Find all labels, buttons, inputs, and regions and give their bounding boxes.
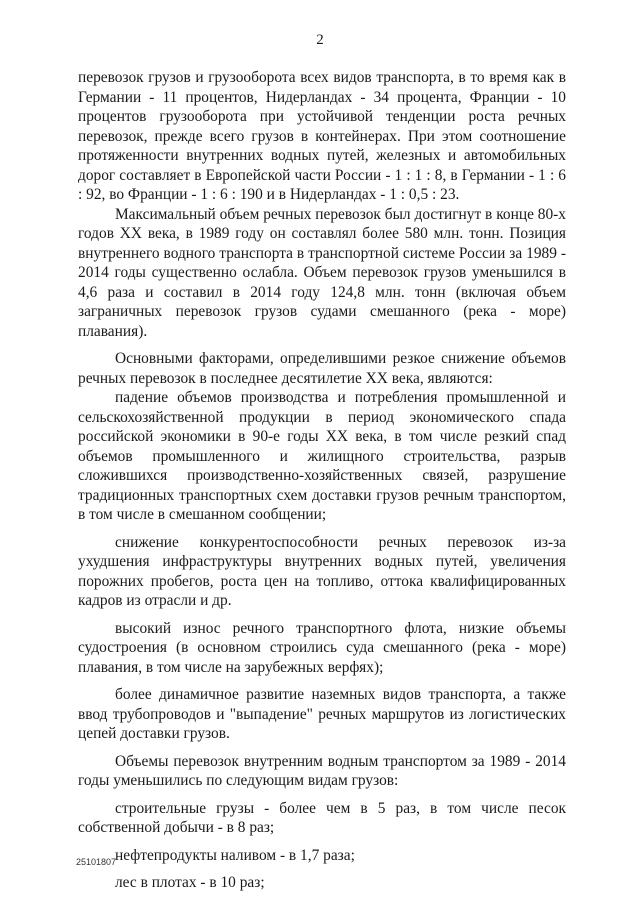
list-item-competitiveness: снижение конкурентоспособности речных перевозок из-за ухудшения инфраструктуры внутренних водных путей, увеличения порожних пробегов, роста цен на топливо, оттока квалифицированных кадров из отрасли и др. <box>78 533 566 609</box>
paragraph-continuation: перевозок грузов и грузооборота всех видов транспорта, в то время как в Германии - 11 процентов, Нидерландах - 34 процента, Франции - 10 процентов грузооборота при устойчивой тенденции роста речных перевозок, прежде всего грузов в контейнерах. При этом соотношение протяженности внутренних водных путей, железных и автомобильных дорог составляет в Европейской части России - 1 : 1 : 8, в Германии - 1 : 6 : 92, во Франции - 1 : 6 : 190 и в Нидерландах - 1 : 0,5 : 23. <box>78 69 566 203</box>
page-number: 2 <box>316 32 324 48</box>
paragraph-max-volume: Максимальный объем речных перевозок был достигнут в конце 80-х годов XX века, в 1989 году он составлял более 580 млн. тонн. Позиция внутреннего водного транспорта в транспортной системе России за 1989 - 2014 годы существенно ослабла. Объем перевозок грузов уменьшился в 4,6 раза и составил в 2014 году 124,8 млн. тонн (включая объем заграничных перевозок грузов судами смешанного (река - море) плавания). <box>78 205 566 340</box>
list-item-ground-transport: более динамичное развитие наземных видов транспорта, а также ввод трубопроводов и "выпадение" речных маршрутов из логистических цепей доставки грузов. <box>78 686 566 742</box>
list-item-production-decline: падение объемов производства и потребления промышленной и сельскохозяйственной продукции в период экономического спада российской экономики в 90-е годы XX века, в том числе резкий спад объемов промышленного и жилищного строительства, разрыв сложившихся производственно-хозяйственных связей, разрушение традиционных транспортных схем доставки грузов речным транспортом, в том числе в смешанном сообщении; <box>78 389 566 523</box>
list-item-timber-rafts: лес в плотах - в 10 раз; <box>115 874 265 891</box>
paragraph-factors-intro: Основными факторами, определившими резкое снижение объемов речных перевозок в последнее десятилетие XX века, являются: <box>78 350 566 387</box>
body-text <box>78 68 566 893</box>
list-item-fleet-wear: высокий износ речного транспортного флота, низкие объемы судостроения (в основном строились суда смешанного (река - море) плавания, в том числе на зарубежных верфях); <box>78 619 566 676</box>
list-item-construction-cargo: строительные грузы - более чем в 5 раз, в том числе песок собственной добычи - в 8 раз; <box>78 799 566 836</box>
document-code: 25101807 <box>76 857 117 867</box>
list-item-oil-products: нефтепродукты наливом - в 1,7 раза; <box>115 846 355 864</box>
paragraph-cargo-intro: Объемы перевозок внутренним водным транспортом за 1989 - 2014 годы уменьшились по следующим видам грузов: <box>78 752 566 789</box>
